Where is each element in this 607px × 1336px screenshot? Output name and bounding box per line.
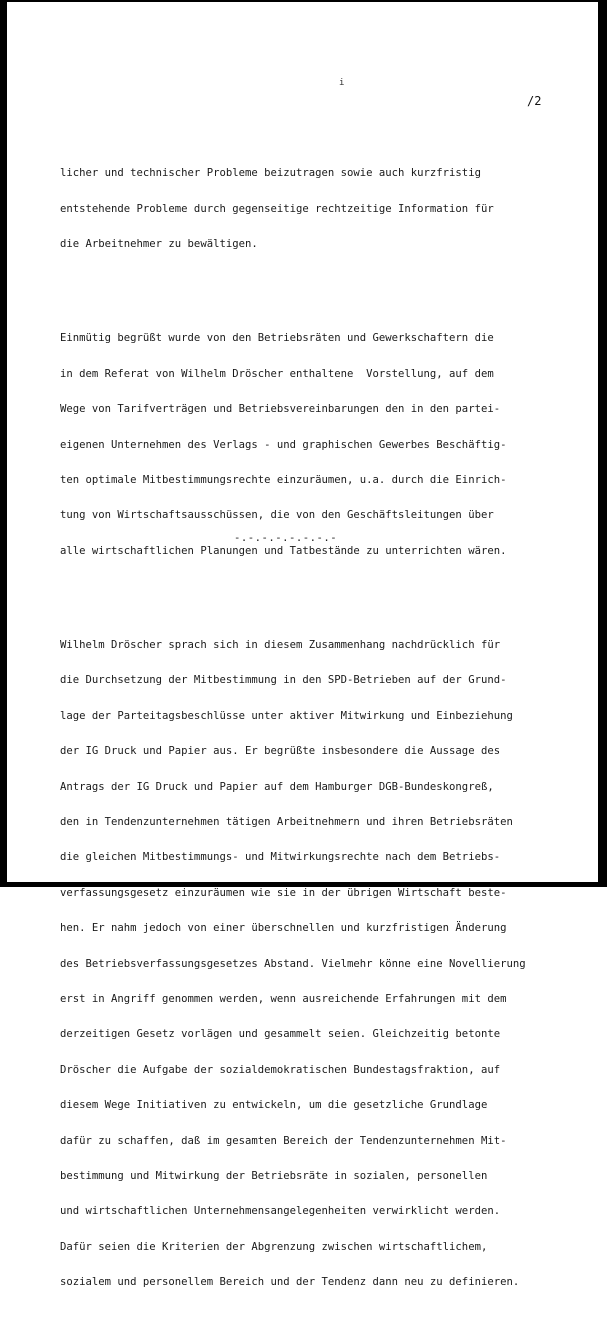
text-line: eigenen Unternehmen des Verlags - und graphischen Gewerbes Beschäftig- bbox=[60, 438, 507, 451]
text-line: derzeitigen Gesetz vorlägen und gesammelt seien. Gleichzeitig betonte bbox=[60, 1028, 501, 1041]
scan-border-left bbox=[0, 0, 7, 887]
text-line: dafür zu schaffen, daß im gesamten Bereich der Tendenzunternehmen Mit- bbox=[60, 1134, 507, 1147]
text-line: hen. Er nahm jedoch von einer überschnellen und kurzfristigen Änderung bbox=[60, 922, 507, 935]
paragraph-3 bbox=[60, 616, 580, 1312]
text-line: und wirtschaftlichen Unternehmensangelegenheiten verwirklicht werden. bbox=[60, 1205, 501, 1218]
text-line: lage der Parteitagsbeschlüsse unter aktiver Mitwirkung und Einbeziehung bbox=[60, 709, 513, 722]
text-line: bestimmung und Mitwirkung der Betriebsräte in sozialen, personellen bbox=[60, 1169, 488, 1182]
paragraph-1 bbox=[60, 145, 580, 275]
text-line: diesem Wege Initiativen zu entwickeln, um die gesetzliche Grundlage bbox=[60, 1099, 488, 1112]
text-line: die gleichen Mitbestimmungs- und Mitwirkungsrechte nach dem Betriebs- bbox=[60, 851, 501, 864]
text-line: den in Tendenzunternehmen tätigen Arbeitnehmern und ihren Betriebsräten bbox=[60, 816, 513, 829]
text-line: Antrags der IG Druck und Papier auf dem Hamburger DGB-Bundeskongreß, bbox=[60, 780, 494, 793]
document-body bbox=[60, 121, 580, 1336]
page-number: /2 bbox=[527, 94, 542, 108]
text-line: die Arbeitnehmer zu bewältigen. bbox=[60, 237, 258, 250]
text-line: Wilhelm Dröscher sprach sich in diesem Zusammenhang nachdrücklich für bbox=[60, 639, 501, 652]
text-line: verfassungsgesetz einzuräumen wie sie in der übrigen Wirtschaft beste- bbox=[60, 886, 507, 899]
text-line: ten optimale Mitbestimmungsrechte einzuräumen, u.a. durch die Einrich- bbox=[60, 473, 507, 486]
text-line: Dafür seien die Kriterien der Abgrenzung zwischen wirtschaftlichem, bbox=[60, 1240, 488, 1253]
section-separator: -.-.-.-.-.-.-.- bbox=[234, 532, 338, 544]
scan-border-right bbox=[598, 0, 607, 887]
text-line: Einmütig begrüßt wurde von den Betriebsräten und Gewerkschaftern die bbox=[60, 332, 494, 345]
text-line: erst in Angriff genommen werden, wenn ausreichende Erfahrungen mit dem bbox=[60, 992, 507, 1005]
text-line: die Durchsetzung der Mitbestimmung in den SPD-Betrieben auf der Grund- bbox=[60, 674, 507, 687]
stray-mark: i bbox=[339, 78, 345, 88]
text-line: licher und technischer Probleme beizutragen sowie auch kurzfristig bbox=[60, 167, 481, 180]
text-line: Dröscher die Aufgabe der sozialdemokratischen Bundestagsfraktion, auf bbox=[60, 1063, 501, 1076]
text-line: der IG Druck und Papier aus. Er begrüßte insbesondere die Aussage des bbox=[60, 745, 501, 758]
text-line: alle wirtschaftlichen Planungen und Tatbestände zu unterrichten wären. bbox=[60, 544, 507, 557]
text-line: entstehende Probleme durch gegenseitige rechtzeitige Information für bbox=[60, 202, 494, 215]
text-line: tung von Wirtschaftsausschüssen, die von den Geschäftsleitungen über bbox=[60, 509, 494, 522]
scan-border-top bbox=[0, 0, 607, 2]
text-line: sozialem und personellem Bereich und der Tendenz dann neu zu definieren. bbox=[60, 1276, 520, 1289]
text-line: Wege von Tarifverträgen und Betriebsvereinbarungen den in den partei- bbox=[60, 403, 501, 416]
text-line: des Betriebsverfassungsgesetzes Abstand. Vielmehr könne eine Novellierung bbox=[60, 957, 526, 970]
text-line: in dem Referat von Wilhelm Dröscher enthaltene Vorstellung, auf dem bbox=[60, 367, 494, 380]
